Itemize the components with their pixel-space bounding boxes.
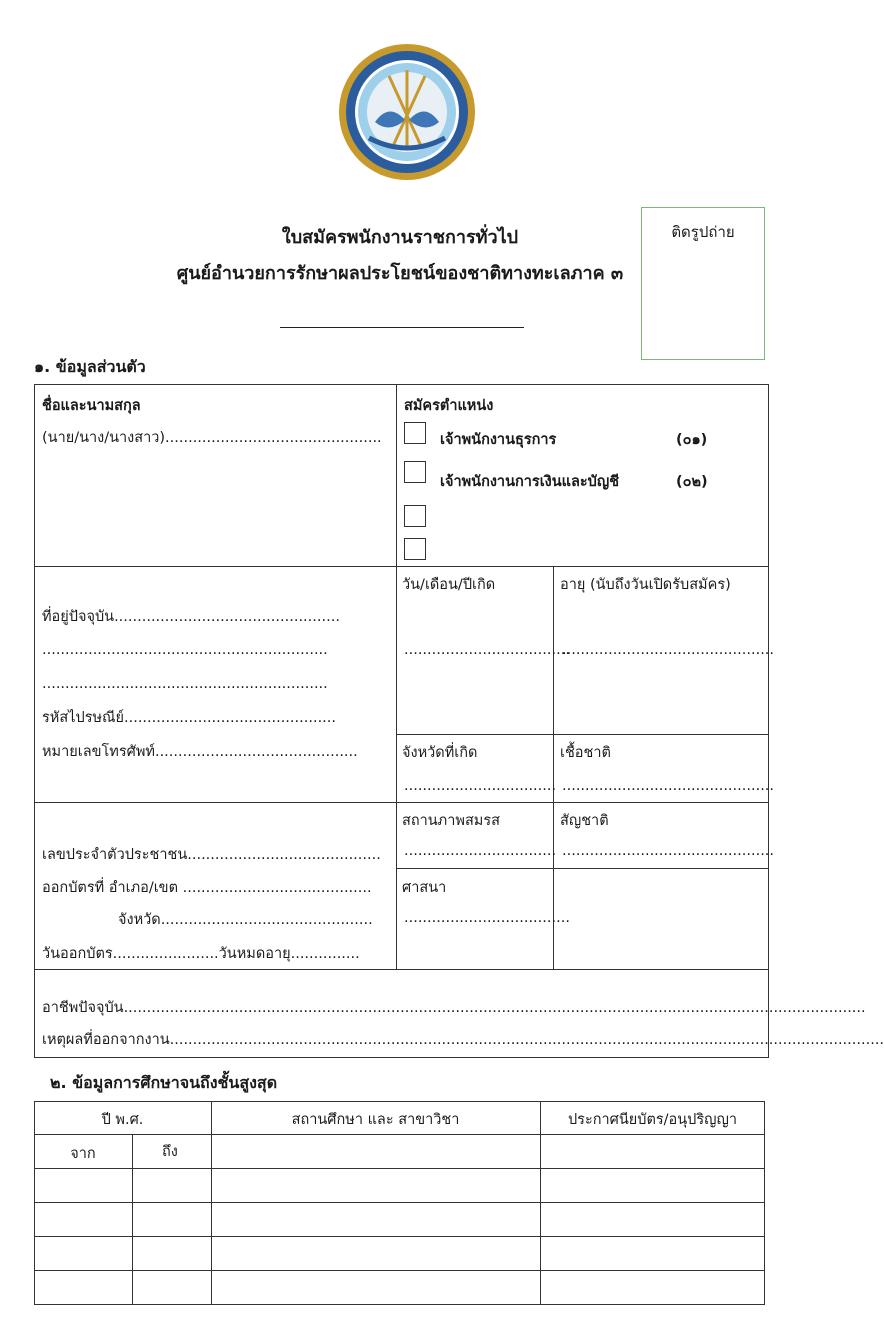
position-option-2-code: (๐๒) [676, 474, 708, 490]
national-id-field[interactable]: เลขประจำตัวประชาชน.......................................... [42, 847, 381, 863]
address-line-2[interactable]: .............................................................. [42, 642, 328, 658]
age-field[interactable]: .............................................. [562, 642, 775, 658]
divider [34, 1236, 765, 1237]
divider [34, 1168, 765, 1169]
position-checkbox-3[interactable] [404, 505, 426, 527]
issued-province-field[interactable]: จังหวัด.............................................. [118, 912, 373, 928]
divider [132, 1134, 133, 1305]
divider [34, 969, 769, 970]
col-year-header: ปี พ.ศ. [101, 1112, 144, 1128]
divider [540, 1101, 541, 1305]
ethnicity-field[interactable]: .............................................. [562, 778, 775, 794]
title-underline [280, 327, 524, 328]
issued-district-field[interactable]: ออกบัตรที่ อำเภอ/เขต ......................................... [42, 880, 372, 896]
dob-field[interactable]: .................................... [404, 642, 570, 658]
postal-code-field[interactable]: รหัสไปรษณีย์.............................................. [42, 710, 337, 726]
divider [211, 1101, 212, 1305]
organization-emblem-logo [337, 42, 477, 182]
position-checkbox-2[interactable] [404, 461, 426, 483]
name-label: ชื่อและนามสกุล [42, 398, 141, 414]
birth-province-field[interactable]: ................................. [404, 778, 557, 794]
divider [396, 384, 397, 969]
religion-field[interactable]: .................................... [404, 910, 570, 926]
section2-title: ๒. ข้อมูลการศึกษาจนถึงชั้นสูงสุด [50, 1073, 278, 1092]
issue-expiry-date-field[interactable]: วันออกบัตร.......................วันหมดอายุ............... [42, 946, 360, 962]
form-title: ใบสมัครพนักงานราชการทั่วไป [281, 227, 519, 248]
divider [396, 868, 769, 869]
col-from-header: จาก [70, 1146, 96, 1162]
education-table [34, 1101, 765, 1305]
occupation-field[interactable]: อาชีพปัจจุบัน................................................................................................................................................................. [42, 1000, 866, 1016]
col-degree-header: ประกาศนียบัตร/อนุปริญญา [567, 1112, 738, 1128]
form-subtitle: ศูนย์อำนวยการรักษาผลประโยชน์ของชาติทางทะเลภาค ๓ [176, 263, 624, 284]
col-school-header: สถานศึกษา และ สาขาวิชา [291, 1112, 460, 1128]
position-checkbox-1[interactable] [404, 422, 426, 444]
religion-label: ศาสนา [402, 880, 447, 896]
position-checkbox-4[interactable] [404, 538, 426, 560]
position-option-1-label: เจ้าพนักงานธุรการ [440, 432, 557, 448]
divider [553, 566, 554, 969]
marital-status-label: สถานภาพสมรส [402, 813, 500, 829]
age-label: อายุ (นับถึงวันเปิดรับสมัคร) [560, 577, 731, 593]
phone-field[interactable]: หมายเลขโทรศัพท์............................................ [42, 744, 358, 760]
ethnicity-label: เชื้อชาติ [560, 745, 611, 761]
col-to-header: ถึง [162, 1144, 178, 1160]
section1-title: ๑. ข้อมูลส่วนตัว [34, 357, 146, 376]
divider [34, 1270, 765, 1271]
nationality-field[interactable]: .............................................. [562, 843, 775, 859]
divider [34, 566, 769, 567]
photo-label: ติดรูปถ่าย [671, 223, 735, 241]
reason-left-job-field[interactable]: เหตุผลที่ออกจากงาน........................................................................................................................................................... [42, 1032, 884, 1048]
dob-label: วัน/เดือน/ปีเกิด [402, 577, 496, 593]
nationality-label: สัญชาติ [560, 813, 609, 829]
divider [34, 802, 769, 803]
marital-status-field[interactable]: ................................. [404, 843, 557, 859]
position-option-1-code: (๐๑) [676, 432, 708, 448]
divider [34, 1134, 765, 1135]
address-field[interactable]: ที่อยู่ปัจจุบัน................................................. [42, 609, 340, 625]
divider [396, 734, 769, 735]
divider [34, 1202, 765, 1203]
name-field[interactable]: (นาย/นาง/นางสาว)............................................... [42, 430, 382, 446]
position-label: สมัครตำแหน่ง [404, 398, 494, 414]
birth-province-label: จังหวัดที่เกิด [402, 745, 478, 761]
position-option-2-label: เจ้าพนักงานการเงินและบัญชี [440, 474, 620, 490]
address-line-3[interactable]: .............................................................. [42, 676, 328, 692]
